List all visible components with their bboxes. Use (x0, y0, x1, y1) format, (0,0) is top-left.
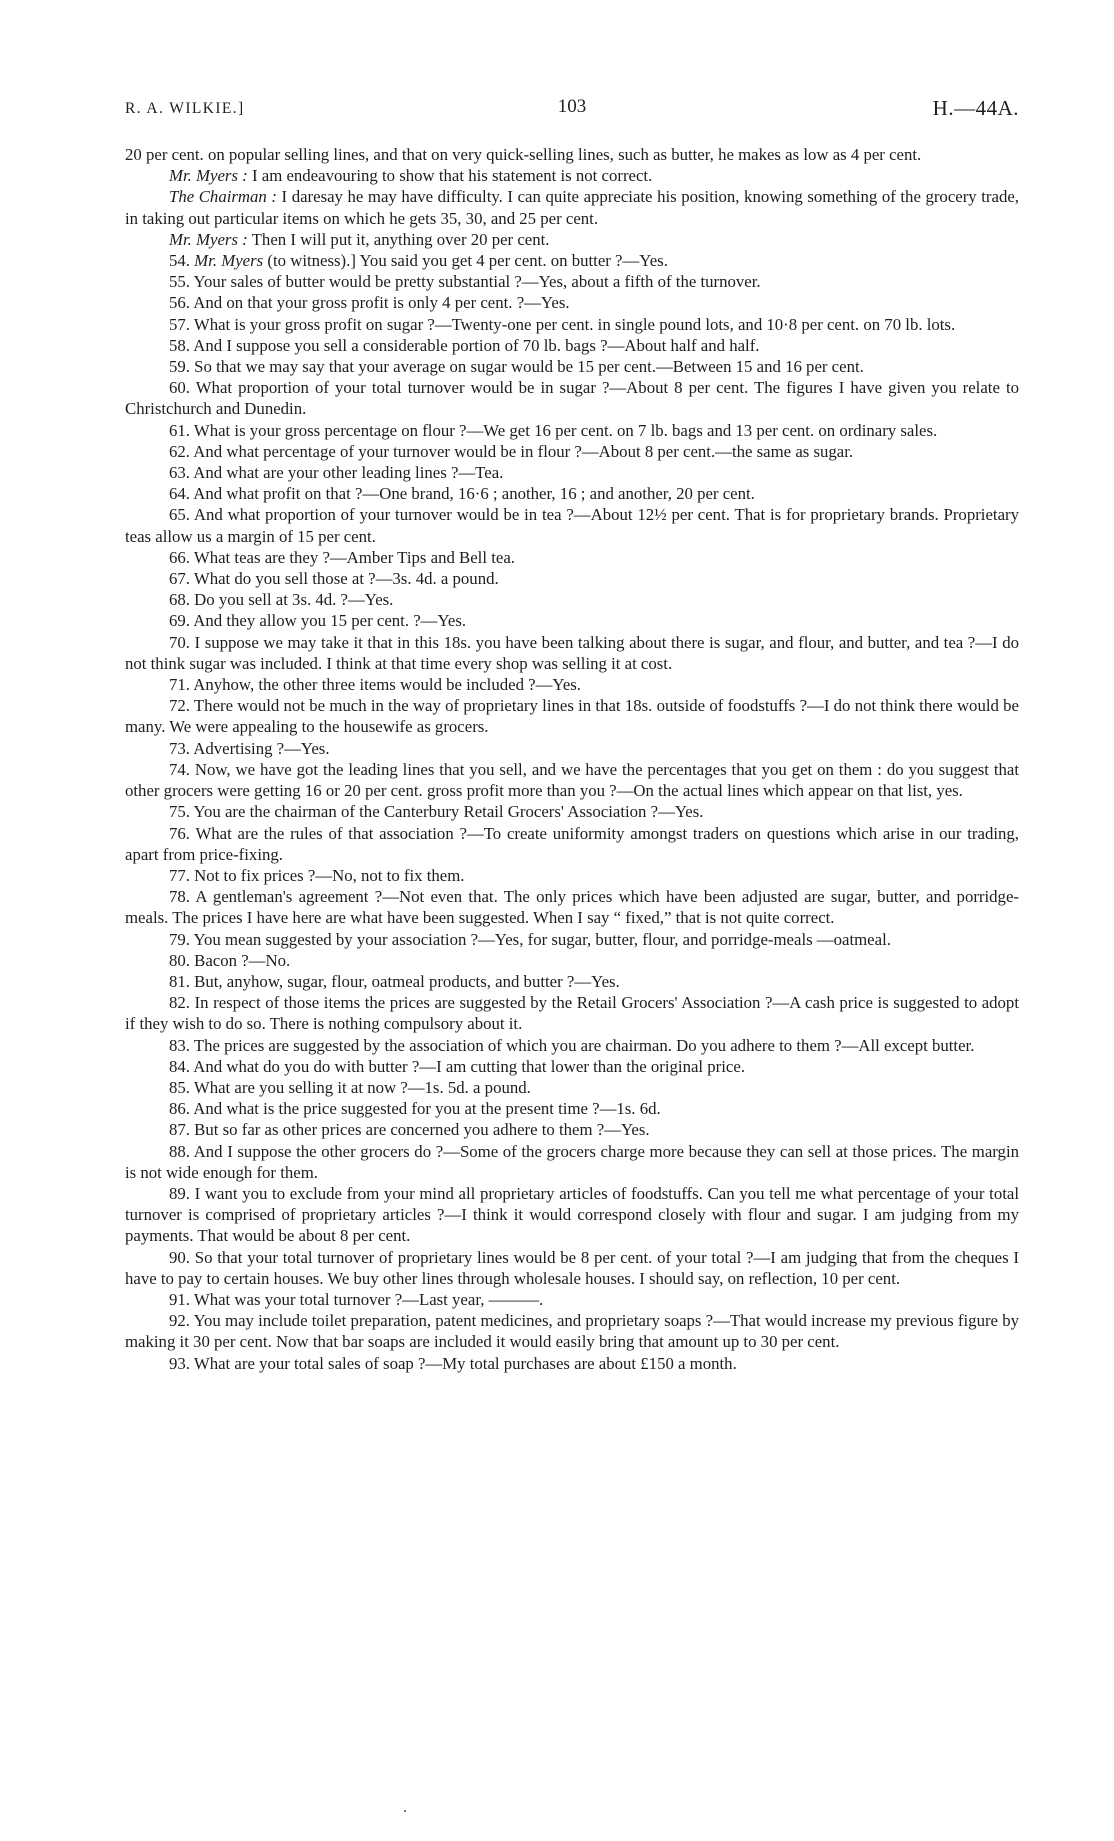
paragraph (125, 377, 1019, 419)
speaker-name: Mr. Myers (194, 251, 264, 271)
paragraph (125, 335, 1019, 356)
paragraph (125, 483, 1019, 504)
paragraph (125, 1119, 1019, 1140)
paragraph (125, 865, 1019, 886)
paragraph-text: 92. You may include toilet preparation, patent medicines, and proprietary soaps ?—That would increase my previous figure by making it 30 per cent. Now that bar soaps are included it would easily bring that amount up to 30 per cent. (125, 1311, 1019, 1352)
paragraph-text: 66. What teas are they ?—Amber Tips and Bell tea. (169, 547, 515, 567)
paragraph-text: 70. I suppose we may take it that in this 18s. you have been talking about there is sugar, and flour, and butter, and tea ?—I do not think sugar was included. I think at that time every shop was selling it at cost. (125, 632, 1019, 673)
paragraph-text: 89. I want you to exclude from your mind all proprietary articles of foodstuffs. Can you tell me what percentage of your total turnover is comprised of proprietary articles ?—I think it would correspond closely with flour and sugar. I am judging from my payments. That would be about 8 per cent. (125, 1183, 1019, 1246)
paragraph (125, 823, 1019, 865)
paragraph-text: 84. And what do you do with butter ?—I am cutting that lower than the original price. (169, 1056, 746, 1076)
paragraph-text: 82. In respect of those items the prices are suggested by the Retail Grocers' Association ?—A cash price is suggested to adopt if they wish to do so. There is nothing compulsory about it. (125, 993, 1019, 1034)
paragraph-text: 72. There would not be much in the way of proprietary lines in that 18s. outside of foodstuffs ?—I do not think there would be many. We were appealing to the housewife as grocers. (125, 696, 1019, 737)
paragraph (125, 738, 1019, 759)
paragraph-text: 59. So that we may say that your average on sugar would be 15 per cent.—Between 15 and 16 per cent. (169, 357, 864, 377)
paragraph-text: 58. And I suppose you sell a considerable portion of 70 lb. bags ?—About half and half. (169, 335, 760, 355)
paragraph-text: 69. And they allow you 15 per cent. ?—Yes. (169, 611, 467, 631)
scan-speck (404, 1810, 406, 1812)
paragraph-text: 56. And on that your gross profit is only 4 per cent. ?—Yes. (169, 293, 570, 313)
paragraph (125, 1289, 1019, 1310)
paragraph (125, 695, 1019, 737)
header-witness-name: R. A. WILKIE.] (125, 100, 245, 117)
paragraph-text: 80. Bacon ?—No. (169, 950, 291, 970)
paragraph (125, 462, 1019, 483)
paragraph-text: 87. But so far as other prices are concerned you adhere to them ?—Yes. (169, 1120, 650, 1140)
paragraph (125, 1035, 1019, 1056)
paragraph-text: 93. What are your total sales of soap ?—My total purchases are about £150 a month. (169, 1353, 737, 1373)
paragraph (125, 971, 1019, 992)
speaker-name: The Chairman : (169, 187, 277, 207)
paragraph (125, 1098, 1019, 1119)
page-header (125, 96, 1019, 126)
paragraph (125, 992, 1019, 1034)
paragraph (125, 610, 1019, 631)
page-number: 103 (557, 96, 587, 117)
document-body (125, 144, 1019, 1374)
paragraph-text: 85. What are you selling it at now ?—1s. 5d. a pound. (169, 1077, 531, 1097)
paragraph-text: 75. You are the chairman of the Canterbury Retail Grocers' Association ?—Yes. (169, 802, 704, 822)
paragraph (125, 1353, 1019, 1374)
paragraph (125, 759, 1019, 801)
paragraph (125, 1056, 1019, 1077)
paragraph (125, 1310, 1019, 1352)
paragraph (125, 186, 1019, 228)
paragraph (125, 420, 1019, 441)
paragraph-text: 78. A gentleman's agreement ?—Not even that. The only prices which have been adjusted are sugar, butter, and porridge-meals. The prices I have here are what have been suggested. When I say “ fixed,” that is not quite correct. (125, 887, 1019, 928)
paragraph (125, 547, 1019, 568)
paragraph (125, 292, 1019, 313)
document-reference: H.—44A. (932, 96, 1019, 120)
paragraph (125, 1183, 1019, 1247)
paragraph-text: 79. You mean suggested by your association ?—Yes, for sugar, butter, flour, and porridge-meals —oatmeal. (169, 929, 891, 949)
paragraph (125, 356, 1019, 377)
paragraph (125, 271, 1019, 292)
paragraph (125, 950, 1019, 971)
paragraph (125, 801, 1019, 822)
paragraph-text: 91. What was your total turnover ?—Last year, ———. (169, 1289, 544, 1309)
paragraph (125, 674, 1019, 695)
paragraph (125, 314, 1019, 335)
paragraph-text: I daresay he may have difficulty. I can quite appreciate his position, knowing something of the grocery trade, in taking out particular items on which he gets 35, 30, and 25 per cent. (125, 187, 1020, 228)
paragraph-text: 88. And I suppose the other grocers do ?—Some of the grocers charge more because they can sell at those prices. The margin is not wide enough for them. (125, 1141, 1019, 1182)
paragraph (125, 886, 1019, 928)
paragraph (125, 441, 1019, 462)
paragraph (125, 632, 1019, 674)
paragraph-text: 83. The prices are suggested by the association of which you are chairman. Do you adhere to them ?—All except butter. (169, 1035, 975, 1055)
paragraph-text: Then I will put it, anything over 20 per cent. (251, 229, 550, 249)
paragraph (125, 929, 1019, 950)
paragraph-text: 86. And what is the price suggested for you at the present time ?—1s. 6d. (169, 1099, 661, 1119)
paragraph (125, 250, 1019, 271)
paragraph-text: 20 per cent. on popular selling lines, and that on very quick-selling lines, such as butter, he makes as low as 4 per cent. (125, 145, 922, 164)
paragraph-text: 55. Your sales of butter would be pretty substantial ?—Yes, about a fifth of the turnover. (169, 272, 761, 292)
paragraph-text: 73. Advertising ?—Yes. (169, 738, 330, 758)
paragraph-text: 71. Anyhow, the other three items would be included ?—Yes. (169, 675, 582, 695)
paragraph-text: 90. So that your total turnover of proprietary lines would be 8 per cent. of your total ?—I am judging that from the cheques I have to pay to certain houses. We buy other lines through wholesale houses. I should say, on reflection, 10 per cent. (125, 1247, 1019, 1288)
question-number: 54. (169, 251, 195, 271)
paragraph (125, 589, 1019, 610)
speaker-name: Mr. Myers : (169, 229, 248, 249)
paragraph (125, 568, 1019, 589)
paragraph (125, 1247, 1019, 1289)
paragraph (125, 1141, 1019, 1183)
paragraph-text: 65. And what proportion of your turnover would be in tea ?—About 12½ per cent. That is for proprietary brands. Proprietary teas allow us a margin of 15 per cent. (125, 505, 1019, 546)
speaker-name: Mr. Myers : (169, 166, 248, 186)
paragraph-text: 62. And what percentage of your turnover would be in flour ?—About 8 per cent.—the same as sugar. (169, 441, 854, 461)
paragraph-text: (to witness).] You said you get 4 per cent. on butter ?—Yes. (267, 251, 668, 271)
paragraph-text: 81. But, anyhow, sugar, flour, oatmeal products, and butter ?—Yes. (169, 971, 620, 991)
paragraph-text: 63. And what are your other leading lines ?—Tea. (169, 463, 504, 483)
paragraph (125, 504, 1019, 546)
paragraph (125, 1077, 1019, 1098)
paragraph (125, 165, 1019, 186)
paragraph-text: 60. What proportion of your total turnover would be in sugar ?—About 8 per cent. The figures I have given you relate to Christchurch and Dunedin. (125, 378, 1019, 419)
paragraph-text: 74. Now, we have got the leading lines that you sell, and we have the percentages that you get on them : do you suggest that other grocers were getting 16 or 20 per cent. gross profit more than you ?—On the actual lines which appear on that list, yes. (125, 759, 1019, 801)
paragraph-text: 61. What is your gross percentage on flour ?—We get 16 per cent. on 7 lb. bags and 13 per cent. on ordinary sales. (169, 420, 938, 440)
paragraph-text: 76. What are the rules of that association ?—To create uniformity amongst traders on questions which arise in our trading, apart from price-fixing. (125, 823, 1019, 864)
paragraph (125, 144, 1019, 165)
paragraph-text: I am endeavouring to show that his statement is not correct. (251, 166, 653, 186)
paragraph-text: 68. Do you sell at 3s. 4d. ?—Yes. (169, 590, 394, 610)
paragraph-text: 64. And what profit on that ?—One brand, 16·6 ; another, 16 ; and another, 20 per cent. (169, 484, 755, 504)
paragraph-text: 67. What do you sell those at ?—3s. 4d. a pound. (169, 569, 499, 589)
paragraph-text: 77. Not to fix prices ?—No, not to fix them. (169, 865, 465, 885)
paragraph (125, 229, 1019, 250)
paragraph-text: 57. What is your gross profit on sugar ?—Twenty-one per cent. in single pound lots, and 10·8 per cent. on 70 lb. lots. (169, 314, 956, 334)
